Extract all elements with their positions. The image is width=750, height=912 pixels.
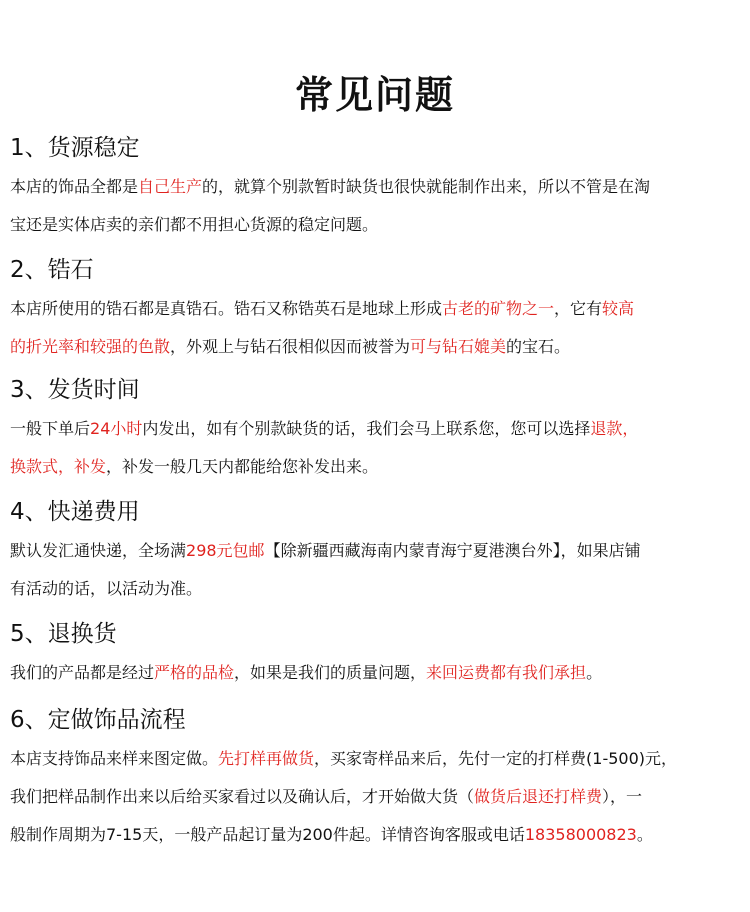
highlighted-text: 严格的品检 [154,663,235,682]
body-text: 本店的饰品全都是 [10,177,139,196]
faq-section [10,370,745,486]
paragraph-line [10,206,745,244]
body-text: ，如果是我们的质量问题， [234,663,427,682]
paragraph-line [10,570,745,608]
paragraph-line [10,410,745,448]
body-text: 一般下单后 [10,419,91,438]
body-text: 。 [586,663,603,682]
body-text: ），一 [602,787,643,806]
highlighted-text: 来回运费都有我们承担 [426,663,587,682]
highlighted-text: 古老的矿物之一 [442,299,555,318]
highlighted-text: 换款式，补发 [10,457,107,476]
paragraph-line [10,740,745,778]
paragraph-line [10,448,745,486]
body-text: 的，就算个别款暂时缺货也很快就能制作出来，所以不管是在淘 [202,177,651,196]
section-heading: 2、锆石 [10,257,94,283]
body-text: 宝还是实体店卖的亲们都不用担心货源的稳定问题。 [10,215,379,234]
faq-section [10,250,745,366]
body-text: 有活动的话，以活动为准。 [10,579,203,598]
highlighted-text: 24小时 [90,419,143,438]
body-text: 我们把样品制作出来以后给买家看过以及确认后，才开始做大货（ [10,787,475,806]
body-text: 本店支持饰品来样来图定做。 [10,749,219,768]
body-text: 本店所使用的锆石都是真锆石。锆石又称锆英石是地球上形成 [10,299,443,318]
highlighted-text: 较高 [602,299,635,318]
highlighted-text: 18358000823 [524,825,637,844]
highlighted-text: 自己生产 [138,177,203,196]
paragraph-line [10,532,745,570]
body-text: 我们的产品都是经过 [10,663,155,682]
body-text: ，买家寄样品来后，先付一定的打样费(1-500)元， [314,749,678,768]
section-heading: 6、定做饰品流程 [10,707,186,733]
highlighted-text: 的折光率和较强的色散 [10,337,171,356]
paragraph-line [10,168,745,206]
section-heading: 5、退换货 [10,621,117,647]
highlighted-text: 做货后退还打样费 [474,787,603,806]
highlighted-text: 可与钻石媲美 [410,337,507,356]
highlighted-text: 退款， [590,419,639,438]
body-text: ，外观上与钻石很相似因而被誉为 [170,337,411,356]
body-text: 般制作周期为7-15天，一般产品起订量为200件起。详情咨询客服或电话 [10,825,525,844]
body-text: 默认发汇通快递，全场满 [10,541,187,560]
faq-section [10,128,745,244]
section-heading: 1、货源稳定 [10,135,140,161]
section-heading: 4、快递费用 [10,499,140,525]
body-text: 。 [636,825,653,844]
page-title: 常见问题 [294,72,455,117]
paragraph-line [10,654,745,692]
body-text: 内发出，如有个别款缺货的话，我们会马上联系您，您可以选择 [142,419,591,438]
section-heading: 3、发货时间 [10,377,140,403]
body-text: ，它有 [554,299,603,318]
highlighted-text: 298元包邮 [186,541,265,560]
body-text: 【除新疆西藏海南内蒙青海宁夏港澳台外】，如果店铺 [264,541,641,560]
paragraph-line [10,778,745,816]
body-text: ，补发一般几天内都能给您补发出来。 [106,457,379,476]
paragraph-line [10,290,745,328]
paragraph-line [10,816,745,854]
faq-section [10,492,745,608]
faq-section [10,700,745,854]
body-text: 的宝石。 [506,337,571,356]
faq-section [10,614,745,692]
paragraph-line [10,328,745,366]
highlighted-text: 先打样再做货 [218,749,315,768]
